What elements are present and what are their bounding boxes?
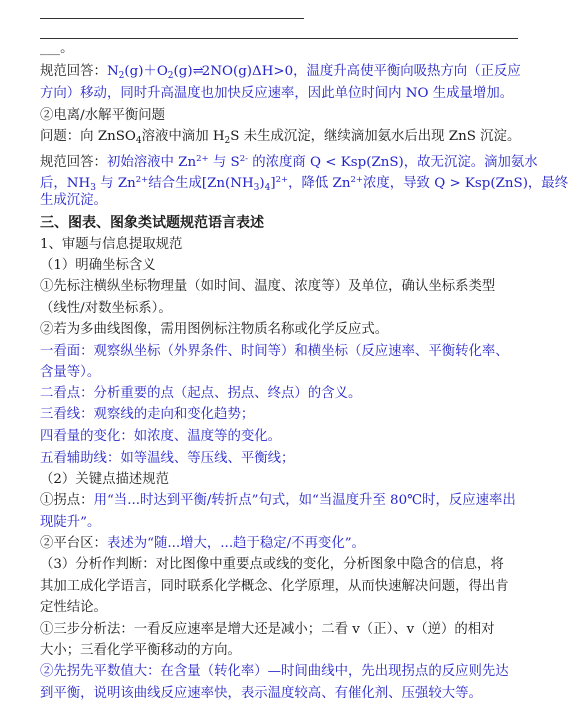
text-run: ①三步分析法：一看反应速率是增大还是减小；二看 v（正）、v（逆）的相对	[40, 622, 495, 637]
text-line	[40, 535, 365, 553]
text-run: 规范回答：	[40, 64, 107, 79]
text-run: )	[259, 176, 265, 191]
text-line	[40, 556, 504, 574]
text-run: ___。	[40, 41, 74, 56]
text-run: 含量等）。	[40, 365, 101, 380]
text-run: 五看辅助线：如等温线、等压线、平衡线；	[40, 451, 295, 466]
text-run: 二看点：分析重要的点（起点、拐点、终点）的含义。	[40, 386, 362, 401]
text-run: (g)＋O	[124, 64, 168, 79]
text-line	[40, 450, 294, 468]
text-line	[40, 492, 516, 510]
text-line	[40, 63, 521, 85]
text-line	[40, 300, 172, 318]
text-run: ②先拐先平数值大：在含量（转化率）—时间曲线中，先出现拐点的反应则先达	[40, 664, 509, 679]
text-line	[40, 321, 388, 339]
text-run: S 未生成沉淀，继续滴加氨水后出现 ZnS 沉淀。	[230, 129, 521, 144]
text-run: 初始溶液中 Zn	[106, 155, 197, 170]
subscript: 2	[118, 71, 125, 81]
text-run: 规范回答：	[40, 155, 107, 170]
subscript: 2	[167, 71, 174, 81]
text-line	[40, 621, 495, 639]
text-run: ②若为多曲线图像，需用图例标注物质名称或化学反应式。	[40, 322, 389, 337]
text-run: 问题：向 ZnSO	[40, 129, 136, 144]
text-line	[40, 236, 182, 254]
text-run: 的浓度商 Q < Ksp(ZnS)，故无沉淀。滴加氨水	[247, 155, 538, 170]
text-run: 2NO(g)ΔH>0	[201, 64, 294, 79]
text-line	[40, 257, 156, 275]
text-run: ②电离/水解平衡问题	[40, 108, 166, 123]
text-run: N	[106, 64, 119, 79]
superscript: 2+	[350, 175, 363, 185]
superscript: 2+	[275, 175, 289, 185]
text-run: 其加工成化学语言，同时联系化学概念、化学原理，从而快速解决问题，得出肯	[40, 579, 509, 594]
answer-blank-rule-1	[40, 18, 304, 19]
text-run: 1、审题与信息提取规范	[40, 237, 183, 252]
text-run: 溶液中滴加 H	[141, 129, 225, 144]
text-run: 与 S	[208, 155, 240, 170]
text-run: ②平台区：	[40, 536, 107, 551]
text-line	[40, 150, 538, 172]
text-run: (g)	[173, 64, 193, 79]
text-run: ]	[270, 176, 276, 191]
text-line	[40, 406, 254, 424]
text-line	[40, 599, 107, 617]
text-run: 后，NH	[40, 176, 91, 191]
text-run: 三看线：观察线的走向和变化趋势；	[40, 407, 255, 422]
text-run: ①先标注横纵坐标物理量（如时间、温度、浓度等）及单位，确认坐标系类型	[40, 279, 496, 294]
text-line	[40, 428, 281, 446]
text-run: ，降低 Zn	[288, 176, 351, 191]
text-line	[40, 385, 361, 403]
text-run: 三、图表、图象类试题规范语言表述	[40, 215, 264, 231]
text-run: （3）分析作判断：对比图像中重要点或线的变化，分析图象中隐含的信息，将	[40, 557, 504, 572]
text-line	[40, 642, 241, 660]
text-run: 一看面：观察纵坐标（外界条件、时间等）和横坐标（反应速率、平衡转化率、	[40, 344, 509, 359]
text-line	[40, 578, 509, 596]
text-line	[40, 171, 568, 197]
text-line	[40, 471, 169, 489]
text-line	[40, 364, 100, 382]
text-run: 用“当...时达到平衡/转折点”句式，如“当温度升至 80℃时，反应速率出	[93, 493, 516, 508]
text-run: 表述为“随...增大，...趋于稳定/不再变化”。	[106, 536, 365, 551]
text-line	[40, 685, 482, 703]
text-run: 到平衡，说明该曲线反应速率快，表示温度较高、有催化剂、压强较大等。	[40, 686, 482, 701]
text-line	[40, 128, 520, 150]
subscript: 4	[135, 136, 142, 146]
text-line	[40, 40, 73, 58]
answer-blank-rule-2	[40, 38, 518, 39]
superscript: 2-	[239, 154, 248, 164]
text-run: （线性/对数坐标系）。	[40, 301, 172, 316]
text-line	[40, 343, 509, 361]
text-run: ①拐点：	[40, 493, 94, 508]
text-run: 大小；三看化学平衡移动的方向。	[40, 643, 241, 658]
subscript: 3	[253, 183, 260, 193]
text-line	[40, 514, 100, 532]
text-run: （2）关键点描述规范	[40, 472, 170, 487]
text-line	[40, 278, 495, 296]
superscript: 2+	[135, 175, 149, 185]
text-line	[40, 107, 165, 125]
text-run: 方向）移动，同时升高温度也加快反应速率，因此单位时间内 NO 生成量增加。	[40, 86, 514, 101]
text-run: 浓度，导致 Q > Ksp(ZnS)，最终	[363, 176, 569, 191]
text-run: （1）明确坐标含义	[40, 258, 156, 273]
text-run: 结合生成[Zn(NH	[148, 176, 254, 191]
text-line	[40, 85, 513, 103]
text-run: 定性结论。	[40, 600, 107, 615]
superscript: 2+	[196, 154, 209, 164]
subscript: 4	[264, 183, 271, 193]
text-run: ⇌	[192, 64, 202, 79]
subscript: 2	[224, 136, 231, 146]
section-heading	[40, 214, 264, 232]
subscript: 3	[90, 183, 96, 193]
text-line	[40, 663, 509, 681]
text-run: 现陡升”。	[40, 515, 101, 530]
text-run: 生成沉淀。	[40, 193, 107, 208]
text-run: 与 Zn	[95, 176, 136, 191]
text-line	[40, 192, 107, 210]
text-run: ，温度升高使平衡向吸热方向（正反应	[293, 64, 521, 79]
text-run: 四看量的变化：如浓度、温度等的变化。	[40, 429, 282, 444]
